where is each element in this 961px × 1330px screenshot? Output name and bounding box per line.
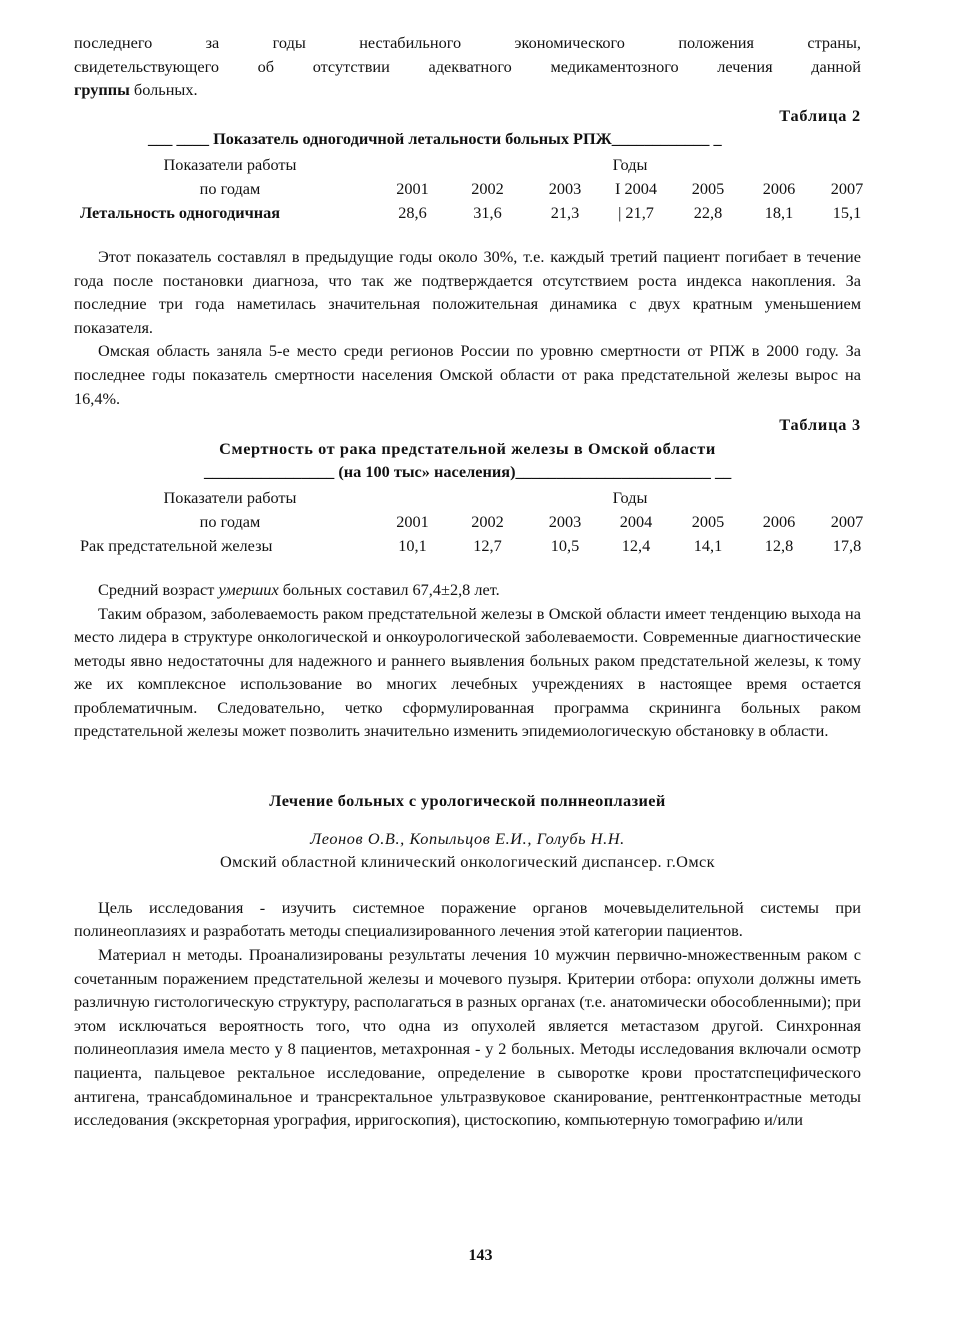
article-aim: Цель исследования - изучить системное поражение органов мочевыделительной системы при полинеоплазиях и разработать методы специализированного лечения этой категории пациентов. — [74, 897, 861, 941]
intro-bold-word: группы — [74, 80, 130, 100]
paragraph-2: Омская область заняла 5-е место среди регионов России по уровню смертности от РПЖ в 2000 году. За последнее годы показатель смертности населения Омской области от рака предстательной железы вырос на 16,4%. — [74, 341, 861, 408]
paragraph-3 — [74, 578, 861, 602]
table3-title-1: Смертность от рака предстательной железы в Омской области — [219, 438, 716, 458]
table3-year: 2003 — [548, 511, 582, 531]
table3-header-label-2: по годам — [199, 511, 261, 531]
table2-value: 28,6 — [398, 202, 427, 222]
table3-caption: Таблица 3 — [779, 415, 861, 435]
table2-data-row — [80, 199, 880, 223]
article-authors: Леонов О.В., Копыльцов Е.И., Голубь Н.Н. — [310, 828, 625, 848]
table2-value: 31,6 — [473, 202, 502, 222]
table3-value: 12,8 — [764, 535, 794, 555]
table2-header-label-1: Показатели работы — [163, 154, 297, 174]
paragraph-3-post: больных составил 67,4±2,8 лет. — [278, 579, 500, 599]
article-title: Лечение больных с урологической полннеоплазией — [269, 791, 666, 811]
table2-value: 18,1 — [764, 202, 794, 222]
table3-row-label: Рак предстательной железы — [80, 535, 273, 555]
paragraph-3-pre: Средний возраст — [98, 579, 219, 599]
paragraph-4: Таким образом, заболеваемость раком предстательной железы в Омской области имеет тенденцию выхода на место лидера в структуре онкологической и онкоурологической заболеваемости. Современные диагностические методы явно недостаточны для надежного и раннего выявления больных раком предстательной железы, к тому же их комплексное использование во многих лечебных учреждениях в настоящее время остается проблематичным. Следовательно, четко сформулированная программа скрининга больных раком предстательной железы может позволить значительно изменить эпидемиологическую обстановку в области. — [74, 603, 861, 741]
table2-year: 2007 — [830, 178, 864, 198]
intro-line-3 — [74, 78, 861, 102]
table2-year: 2006 — [762, 178, 796, 198]
table3-value: 17,8 — [832, 535, 862, 555]
table3-value: 12,4 — [621, 535, 651, 555]
table2-header-label-2: по годам — [199, 178, 261, 198]
table3-year: 2007 — [830, 511, 864, 531]
table2-year: I 2004 — [614, 178, 658, 198]
table3-year: 2002 — [471, 511, 504, 531]
table2-year: 2001 — [396, 178, 429, 198]
table3-year: 2001 — [396, 511, 429, 531]
table3-year: 2005 — [691, 511, 725, 531]
table3-value: 12,7 — [473, 535, 502, 555]
table3-header-row-1 — [80, 484, 880, 508]
page-number: 143 — [468, 1247, 493, 1264]
table3-header-row-2 — [80, 508, 880, 532]
table2-year: 2002 — [471, 178, 504, 198]
table2-year: 2003 — [548, 178, 582, 198]
paragraph-1: Этот показатель составлял в предыдущие годы около 30%, т.е. каждый третий пациент погибает в течение года после постановки диагноза, что так же подтверждается отсутствием роста индекса накопления. За последние три года наметилась значительная положительная динамика с двух кратным уменьшением показателя. — [74, 246, 861, 337]
table3-year: 2004 — [619, 511, 653, 531]
paragraph-3-italic: умерших — [218, 579, 279, 599]
table2-years-label: Годы — [612, 154, 648, 174]
table2-title: ___ ____ Показатель одногодичной летальности больных РПЖ____________ _ — [148, 129, 722, 149]
intro-line-2: свидетельствующего об отсутствии адекватного медикаментозного лечения данной — [74, 56, 861, 76]
article-affiliation: Омский областной клинический онкологический диспансер. г.Омск — [220, 852, 715, 872]
table2-year: 2005 — [691, 178, 725, 198]
table3-header-label-1: Показатели работы — [163, 487, 297, 507]
table3-value: 14,1 — [693, 535, 723, 555]
table2-value: 15,1 — [832, 202, 862, 222]
table2-value: | 21,7 — [618, 202, 654, 222]
table2-row-label: Летальность одногодичная — [80, 202, 281, 222]
table3-year: 2006 — [762, 511, 796, 531]
table3 — [80, 484, 880, 556]
intro-line-1: последнего за годы нестабильного экономического положения страны, — [74, 33, 861, 52]
table2-value: 22,8 — [693, 202, 723, 222]
intro-line-3-rest: больных. — [129, 80, 198, 100]
table2-value: 21,3 — [550, 202, 580, 222]
table3-value: 10,5 — [550, 535, 580, 555]
table2-header-row-2 — [80, 175, 880, 199]
table3-years-label: Годы — [612, 487, 648, 507]
table3-title-2: ________________ (на 100 тыс» населения)________________________ __ — [204, 462, 732, 482]
article-methods: Материал н методы. Проанализированы результаты лечения 10 мужчин первично-множественным раком с сочетанным поражением предстательной железы и мочевого пузыря. Критерии отбора: опухоли должны иметь различную гистологическую структуру, располагаться в разных органах (т.е. анатомически обособленными); при этом исключаться вероятность того, что одна из опухолей является метастазом другой. Синхронная полинеоплазия имела место у 8 пациентов, метахронная - у 2 больных. Методы исследования включали осмотр пациента, пальцевое ректальное исследование, определение в сыворотке крови простатспецифического антигена, трансабдоминальное и трансректальное ультразвуковое сканирование, рентгенконтрастные методы исследования (экскреторная урография, ирригоскопия), цистоскопию, компьютерную томографию и/или — [74, 945, 861, 1130]
table2-header-row-1 — [80, 151, 880, 175]
table2-caption: Таблица 2 — [779, 105, 861, 125]
table2 — [80, 151, 880, 223]
document-page — [74, 31, 864, 1132]
table3-value: 10,1 — [398, 535, 427, 555]
table3-data-row — [80, 532, 880, 556]
